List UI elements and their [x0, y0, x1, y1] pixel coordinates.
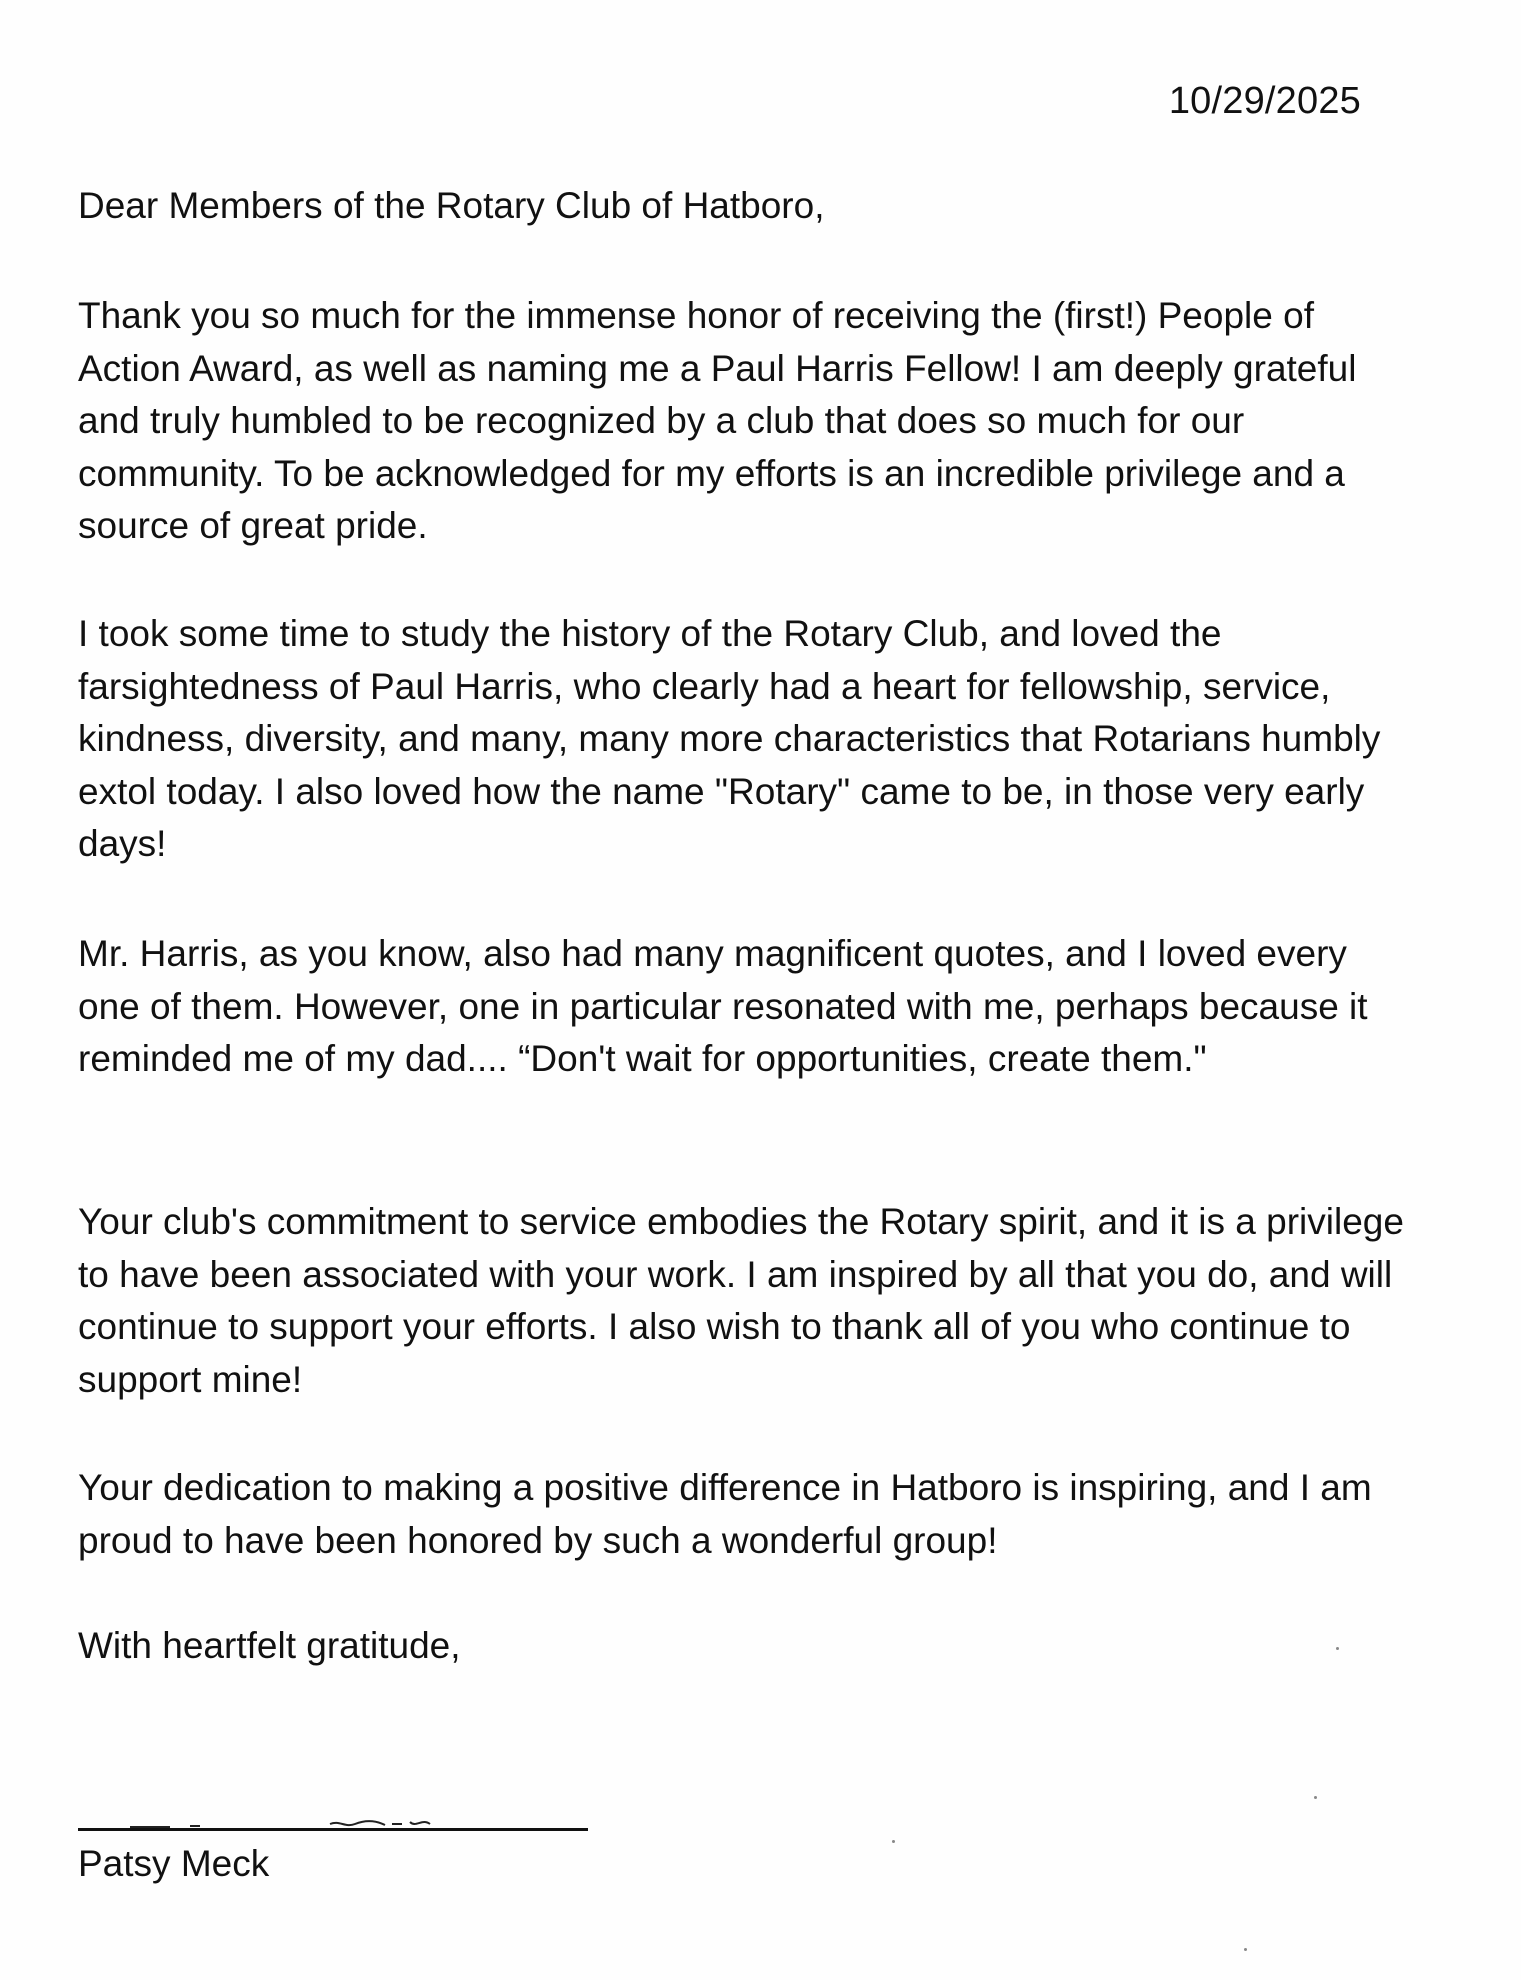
paragraph-thanks: Thank you so much for the immense honor of receiving the (first!) People of Action Award, as well as naming me a Paul Harris Fellow! I am deeply grateful and truly humbled to be recognized by a club that does so much for our community. To be acknowledged for my efforts is an incredible privilege and a source of great pride.	[78, 295, 1357, 546]
letter-date: 10/29/2025	[1168, 80, 1361, 122]
paragraph-commitment: Your club's commitment to service embodies the Rotary spirit, and it is a privilege to have been associated with your work. I am inspired by all that you do, and will continue to support your efforts. I also wish to thank all of you who continue to support mine!	[78, 1201, 1404, 1400]
paragraph-quote: Mr. Harris, as you know, also had many magnificent quotes, and I loved every one of them. However, one in particular resonated with me, perhaps because it reminded me of my dad.... “Don't wait for opportunities, create them."	[78, 933, 1368, 1079]
paragraph-history: I took some time to study the history of the Rotary Club, and loved the farsightedness of Paul Harris, who clearly had a heart for fellowship, service, kindness, diversity, and many, many more characteristics that Rotarians humbly extol today. I also loved how the name "Rotary" came to be, in those very early days!	[78, 613, 1381, 864]
scan-speck	[1314, 1796, 1317, 1799]
signature-line	[78, 1828, 588, 1831]
scan-speck	[1244, 1948, 1247, 1951]
scan-speck	[892, 1840, 895, 1843]
scan-speck	[1336, 1647, 1339, 1650]
closing: With heartfelt gratitude,	[78, 1625, 461, 1666]
paragraph-dedication: Your dedication to making a positive difference in Hatboro is inspiring, and I am proud to have been honored by such a wonderful group!	[78, 1467, 1372, 1561]
salutation: Dear Members of the Rotary Club of Hatboro,	[78, 185, 825, 226]
signer-name: Patsy Meck	[78, 1843, 270, 1884]
